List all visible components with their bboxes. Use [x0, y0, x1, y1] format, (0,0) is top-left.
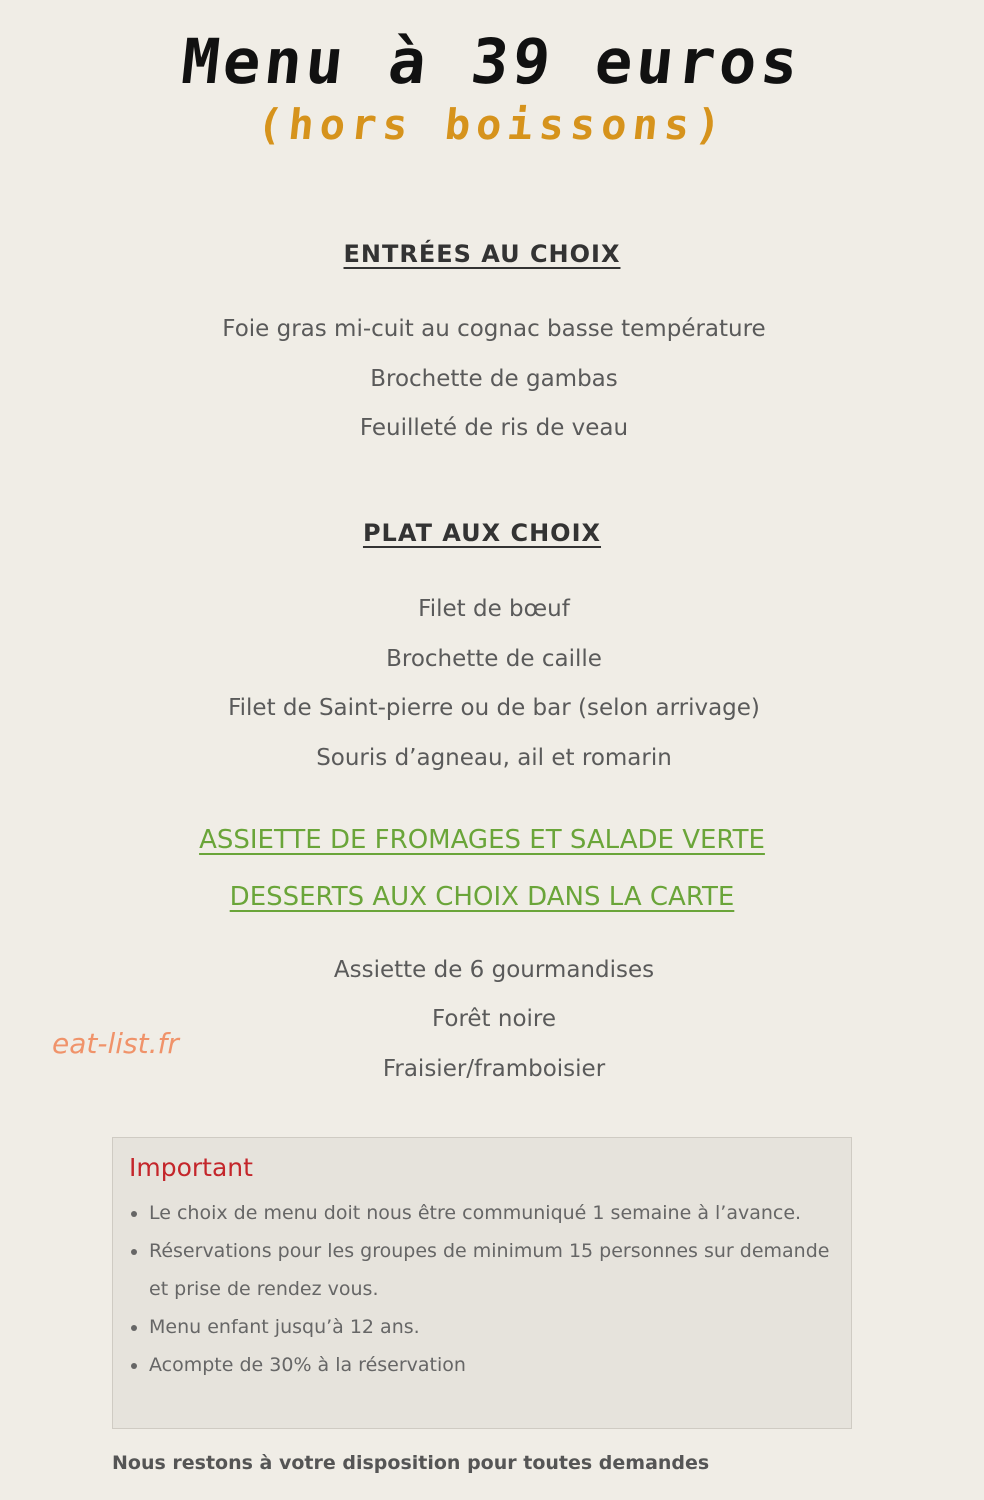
menu-subtitle: (hors boissons) [254, 100, 730, 149]
plat-item: Filet de bœuf [418, 596, 570, 622]
watermark-text: eat-list.fr [52, 1027, 179, 1060]
footer-note: Nous restons à votre disposition pour toutes demandes [112, 1452, 710, 1474]
entree-item: Foie gras mi-cuit au cognac basse température [222, 316, 766, 342]
important-list-item: • Réservations pour les groupes de minimum 15 personnes sur demande et prise de rendez vous. [149, 1232, 849, 1308]
important-list-item: • Menu enfant jusqu’à 12 ans. [149, 1308, 849, 1346]
plats-heading: PLAT AUX CHOIX [362, 519, 602, 547]
plat-item: Filet de Saint-pierre ou de bar (selon arrivage) [228, 695, 760, 721]
entrees-heading: ENTRÉES AU CHOIX [343, 240, 621, 268]
dessert-item: Forêt noire [431, 1006, 557, 1032]
dessert-item: Fraisier/framboisier [382, 1056, 606, 1082]
plat-item: Souris d’agneau, ail et romarin [316, 745, 672, 771]
important-notice-box [112, 1137, 852, 1429]
menu-title: Menu à 39 euros [178, 25, 806, 98]
important-title: Important [129, 1153, 253, 1182]
fromages-heading: ASSIETTE DE FROMAGES ET SALADE VERTE [199, 825, 765, 855]
important-list-item: • Acompte de 30% à la réservation [149, 1346, 849, 1384]
dessert-item: Assiette de 6 gourmandises [333, 957, 655, 983]
important-list [113, 1194, 849, 1384]
entree-item: Feuilleté de ris de veau [359, 415, 629, 441]
plat-item: Brochette de caille [386, 646, 602, 672]
important-list-item: • Le choix de menu doit nous être communiqué 1 semaine à l’avance. [149, 1194, 849, 1232]
desserts-heading: DESSERTS AUX CHOIX DANS LA CARTE [229, 882, 735, 912]
entree-item: Brochette de gambas [370, 366, 618, 392]
